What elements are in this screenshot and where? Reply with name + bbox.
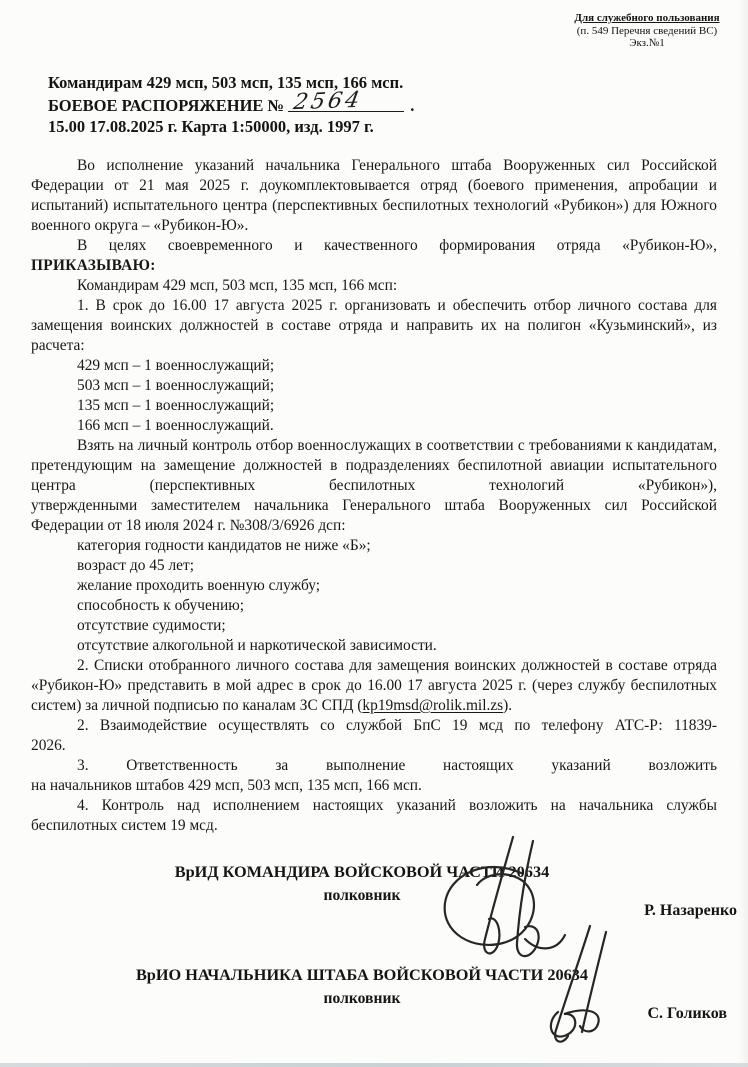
paragraph-item3-line2: на начальников штабов 429 мсп, 503 мсп, 135 мсп, 166 мсп. (31, 776, 422, 794)
requirement-item: способность к обучению; (77, 596, 245, 614)
item2-text-before: 2. Списки отобранного личного состава для замещения воинских должностей в составе отряда «Рубикон-Ю» представить в мой адрес в срок до 16.00 17 августа 2025 г. (через службу беспилотных систем) за личной подписью по каналам ЗС СПД ( (31, 656, 717, 714)
order-word: ПРИКАЗЫВАЮ: (31, 256, 156, 274)
allocation-item: 429 мсп – 1 военнослужащий; (77, 356, 275, 374)
copy-number: Экз.№1 (629, 37, 665, 49)
addressees-line: Командирам 429 мсп, 503 мсп, 135 мсп, 166 мсп. (48, 73, 404, 92)
scan-edge (0, 1063, 748, 1067)
paragraph-intro: Во исполнение указаний начальника Генерального штаба Вооруженных сил Российской Федерации от 21 мая 2025 г. доукомплектовывается отряд (боевого применения, апробации и испытаний) испытательного центра (перспективных беспилотных технологий «Рубикон») для Южного военного округа – «Рубикон-Ю». (31, 156, 717, 234)
classification-marking: Для служебного пользования (574, 12, 720, 24)
chief-of-staff-name: С. Голиков (647, 1005, 727, 1022)
date-map-line: 15.00 17.08.2025 г. Карта 1:50000, изд. 1997 г. (48, 117, 374, 136)
paragraph-item1: 1. В срок до 16.00 17 августа 2025 г. организовать и обеспечить отбор личного состава для замещения воинских должностей в составе отряда и направить их на полигон «Кузьминский», из расчета: (31, 296, 717, 354)
requirement-item: возраст до 45 лет; (77, 556, 194, 574)
signature-block-commander (22, 862, 702, 906)
requirement-item: отсутствие алкогольной и наркотической зависимости. (77, 636, 437, 654)
document-header (48, 72, 718, 138)
paragraph-purpose: В целях своевременного и качественного формирования отряда «Рубикон-Ю», (77, 236, 717, 254)
paragraph-item3-line1: 3. Ответственность за выполнение настоящих указаний возложить (77, 756, 717, 774)
chief-of-staff-rank: полковник (323, 990, 401, 1007)
item2-text-after: ). (503, 696, 513, 714)
paragraph-item2b-line1: 2. Взаимодействие осуществлять со службой БпС 19 мсд по телефону АТС-Р: 11839- (77, 716, 717, 734)
allocation-item: 166 мсп – 1 военнослужащий. (77, 416, 274, 434)
allocation-item: 135 мсп – 1 военнослужащий; (77, 396, 275, 414)
requirement-item: желание проходить военную службу; (77, 576, 321, 594)
paragraph-item2-lists (31, 656, 717, 716)
paragraph-control-part1: Взять на личный контроль отбор военнослужащих в соответствии с требованиями к кандидатам, претендующим на замещение должностей в подразделениях беспилотной авиации испытательного центра (перспективных беспилотных технологий «Рубикон»), (31, 436, 717, 494)
scan-shade (738, 0, 748, 1067)
order-title-line (48, 87, 718, 117)
paragraph-item4: 4. Контроль над исполнением настоящих указаний возложить на начальника службы беспилотных систем 19 мсд. (31, 796, 717, 834)
order-title-period: . (410, 95, 415, 115)
email-address: kp19msd@rolik.mil.zs (362, 696, 504, 714)
order-title-label: БОЕВОЕ РАСПОРЯЖЕНИЕ № (48, 95, 285, 115)
paragraph-item2b-line2: 2026. (31, 736, 66, 754)
commander-title: ВрИД КОМАНДИРА ВОЙСКОВОЙ ЧАСТИ 20634 (174, 862, 550, 881)
classification-basis: (п. 549 Перечня сведений ВС) (576, 24, 718, 37)
classification-block (558, 12, 736, 50)
handwritten-order-number: 2564 (291, 87, 365, 115)
paragraph-addressees: Командирам 429 мсп, 503 мсп, 135 мсп, 166 мсп: (77, 276, 398, 294)
chief-of-staff-title: ВрИО НАЧАЛЬНИКА ШТАБА ВОЙСКОВОЙ ЧАСТИ 20634 (135, 965, 589, 984)
allocation-item: 503 мсп – 1 военнослужащий; (77, 376, 275, 394)
commander-rank: полковник (323, 887, 401, 904)
requirement-item: категория годности кандидатов не ниже «Б»; (77, 536, 371, 554)
requirement-item: отсутствие судимости; (77, 616, 226, 634)
paragraph-control-part2: утвержденными заместителем начальника Генерального штаба Вооруженных сил Российской Федерации от 18 июля 2024 г. №308/3/6926 дсп: (31, 496, 717, 534)
order-number-field (288, 87, 404, 115)
commander-name: Р. Назаренко (644, 902, 737, 919)
document-body (31, 156, 717, 836)
signature-block-chief-of-staff (22, 965, 702, 1009)
